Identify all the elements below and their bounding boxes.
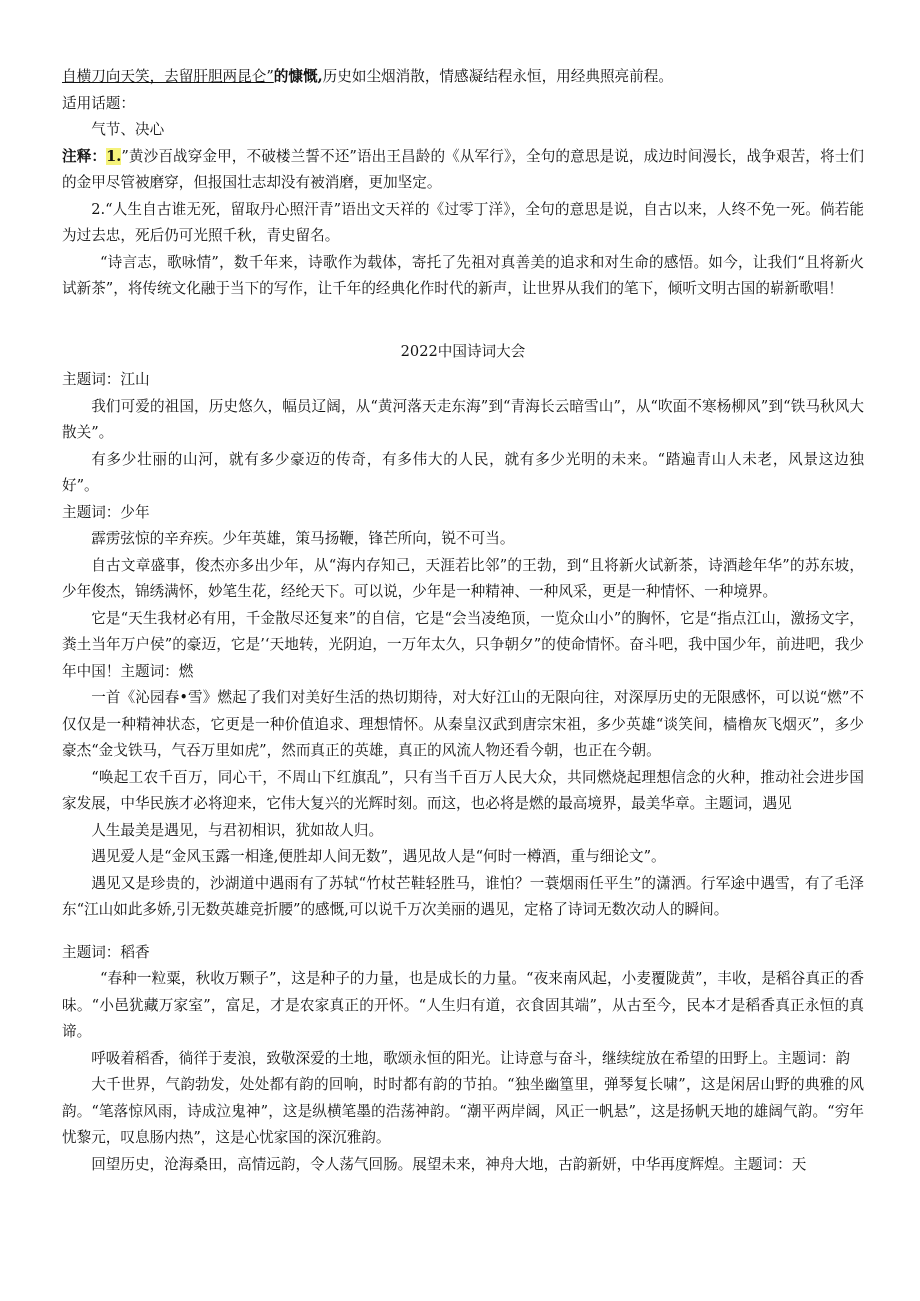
ran-paragraph-2: “唤起工农千百万，同心干，不周山下红旗乱”，只有当千百万人民大众，共同燃烧起理想信念的火种，推动社会进步国家发展，中华民族才必将迎来，它伟大复兴的光辉时刻。而这，也必将是燃的最高境界，最美华章。主题词，遇见 <box>62 768 864 812</box>
yun-paragraph-1: 大千世界，气韵勃发，处处都有韵的回响，时时都有韵的节拍。“独坐幽篁里，弹琴复长啸”，这是闲居山野的典雅的风韵。“笔落惊风雨，诗成泣鬼神”，这是纵横笔墨的浩荡神韵。“潮平两岸阔，风正一帆悬”，这是扬帆天地的雄阔气韵。“穷年忧黎元，叹息肠内热”，这是心忧家国的深沉雅韵。 <box>62 1076 864 1146</box>
note-label: 注释： <box>62 147 107 165</box>
jiangshan-paragraph-2: 有多少壮丽的山河，就有多少豪迈的传奇，有多伟大的人民，就有多少光明的未来。“踏遍青山人未老，风景这边独好”。 <box>62 450 864 494</box>
daoxiang-paragraph-1: “春种一粒粟，秋收万颗子”，这是种子的力量，也是成长的力量。“夜来南风起，小麦覆陇黄”，丰收，是稻谷真正的香味。“小邑犹藏万家室”，富足，才是农家真正的开怀。“人生归有道，衣食固其端”，从古至今，民本才是稻香真正永恒的真谛。 <box>62 970 864 1040</box>
yujian-paragraph-1: 人生最美是遇见，与君初相识，犹如故人归。 <box>91 821 384 839</box>
spacer <box>62 924 864 940</box>
note-1-text: ”黄沙百战穿金甲，不破楼兰誓不还”语出王昌龄的《从军行》，全句的意思是说，成边时间漫长，战争艰苦，将士们的金甲尽管被磨穿，但报国壮志却没有被消磨，更加坚定。 <box>62 147 864 191</box>
note-1 <box>62 144 864 197</box>
topic-daoxiang-label: 主题词：稻香 <box>62 943 150 961</box>
intro-line-rest: 历史如尘烟消散，情感凝结程永恒，用经典照亮前程。 <box>322 68 673 85</box>
yun-paragraph-2: 回望历史，沧海桑田，高情远韵，令人荡气回肠。展望未来，神舟大地，古韵新妍，中华再度辉煌。主题词：天 <box>91 1155 807 1173</box>
topic-value: 气节、决心 <box>91 121 165 138</box>
section-title: 2022中国诗词大会 <box>400 342 526 360</box>
jiangshan-paragraph-1: 我们可爱的祖国，历史悠久，幅员辽阔，从“黄河落天走东海”到“青海长云暗雪山”，从“吹面不寒杨柳风”到“铁马秋风大散关”。 <box>62 397 864 441</box>
note-2: 2.“人生自古谁无死，留取丹心照汗青”语出文天祥的《过零丁洋》，全句的意思是说，自古以来，人终不免一死。倘若能为过去忠，死后仍可光照千秋，青史留名。 <box>62 200 864 244</box>
spacer <box>62 303 864 319</box>
closing-paragraph: “诗言志，歌咏情”，数千年来，诗歌作为载体，寄托了先祖对真善美的追求和对生命的感悟。如今，让我们“且将新火试新茶”，将传统文化融于当下的写作，让千年的经典化作时代的新声，让世界从我们的笔下，倾听文明古国的崭新歌唱！ <box>62 253 864 297</box>
topic-shaonian-label: 主题词：少年 <box>62 503 150 521</box>
daoxiang-paragraph-2: 呼吸着稻香，徜徉于麦浪，致敬深爱的土地，歌颂永恒的阳光。让诗意与奋斗，继续绽放在希望的田野上。主题词：韵 <box>91 1049 851 1067</box>
shaonian-paragraph-1: 霹雳弦惊的辛弃疾。少年英雄，策马扬鞭，锋芒所向，锐不可当。 <box>91 530 515 547</box>
intro-first-line <box>62 64 864 91</box>
quote-underlined: 自横刀向天笑，去留肝胆两昆仑” <box>62 68 274 85</box>
yujian-paragraph-2: 遇见爱人是“金风玉露一相逢,便胜却人间无数”，遇见故人是“何时一樽酒，重与细论文”。 <box>91 848 666 865</box>
bold-phrase: 的慷慨, <box>273 68 323 85</box>
shaonian-paragraph-2: 自古文章盛事，俊杰亦多出少年，从“海内存知己，天涯若比邻”的王勃，到“且将新火试新茶，诗酒趁年华”的苏东坡，少年俊杰，锦绣满怀，妙笔生花，经纶天下。可以说，少年是一种精神、一种风采，更是一种情怀、一种境界。 <box>62 556 864 600</box>
yujian-paragraph-3: 遇见又是珍贵的，沙湖道中遇雨有了苏轼“竹杖芒鞋轻胜马，谁怕？一蓑烟雨任平生”的潇洒。行军途中遇雪，有了毛泽东“江山如此多娇,引无数英雄竞折腰”的感慨,可以说千万次美丽的遇见，定格了诗词无数次动人的瞬间。 <box>62 874 864 918</box>
topic-jiangshan-label: 主题词：江山 <box>62 371 150 388</box>
topic-label: 适用话题： <box>62 94 135 112</box>
shaonian-paragraph-3: 它是“天生我材必有用，千金散尽还复来”的自信，它是“会当凌绝顶，一览众山小”的胸怀，它是“指点江山，激扬文字，粪土当年万户侯”的豪迈，它是’‘天地转，光阴迫，一万年太久，只争朝夕”的使命情怀。奋斗吧，我中国少年，前进吧，我少年中国！主题词：燃 <box>62 609 864 680</box>
note-number-highlight: 1. <box>106 147 122 165</box>
ran-paragraph-1: 一首《沁园春•雪》燃起了我们对美好生活的热切期待，对大好江山的无限向往，对深厚历史的无限感怀，可以说“燃”不仅仅是一种精神状态，它更是一种价值追求、理想情怀。从秦皇汉武到唐宗宋祖，多少英雄“谈笑间，樯橹灰飞烟灭”，多少豪杰“金戈铁马，气吞万里如虎”，然而真正的英雄，真正的风流人物还看今朝，也正在今朝。 <box>62 689 864 759</box>
